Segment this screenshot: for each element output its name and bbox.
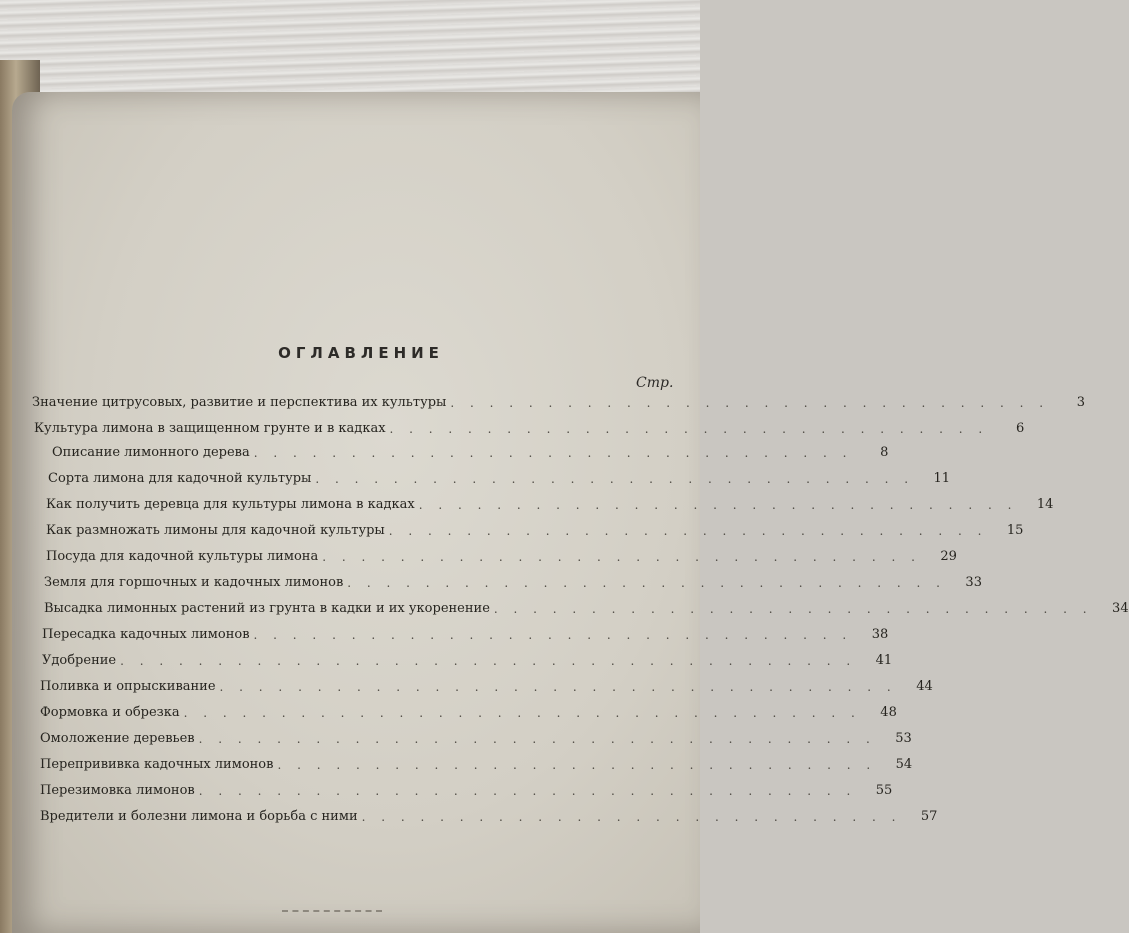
toc-entry-page: 3 xyxy=(1076,395,1086,410)
toc-entry xyxy=(40,806,938,828)
wooden-surface xyxy=(0,0,700,100)
toc-entry-label: Земля для горшочных и кадочных лимонов xyxy=(44,575,344,590)
leader-dots: . . . . . . . . . . . . . . . . . . . . . . . . . . . . . . . xyxy=(253,628,853,642)
toc-entry-page: 38 xyxy=(871,627,889,642)
toc-entry-label: Значение цитрусовых, развитие и перспектива их культуры xyxy=(32,395,447,410)
leader-dots: . . . . . . . . . . . . . . . . . . . . . . . . . . . . . . . . . . . . . . xyxy=(120,654,857,668)
page-title: ОГЛАВЛЕНИЕ xyxy=(278,344,444,362)
toc-entry-label: Перезимовка лимонов xyxy=(40,783,195,798)
table-of-contents xyxy=(12,92,1129,933)
leader-dots: . . . . . . . . . . . . . . . . . . . . . . . . . . . . . . . xyxy=(253,446,853,460)
leader-dots: . . . . . . . . . . . . . . . . . . . . . . . . . . . . . . . . . . xyxy=(198,784,857,798)
leader-dots: . . . . . . . . . . . . . . . . . . . . . . . . . . . . . . . xyxy=(277,758,877,772)
toc-entry-page: 11 xyxy=(933,471,951,486)
leader-dots: . . . . . . . . . . . . . . . . . . . . . . . . . . . . xyxy=(361,810,902,824)
toc-entry-label: Омоложение деревьев xyxy=(40,731,195,746)
toc-entry-label: Пересадка кадочных лимонов xyxy=(42,627,250,642)
leader-dots: . . . . . . . . . . . . . . . . . . . . . . . . . . . . . . . xyxy=(347,576,946,590)
toc-entry-page: 55 xyxy=(875,783,893,798)
toc-entry-page: 41 xyxy=(875,653,893,668)
leader-dots: . . . . . . . . . . . . . . . . . . . . . . . . . . . . . . . . . . . xyxy=(183,706,861,720)
toc-entry-label: Вредители и болезни лимона и борьба с ними xyxy=(40,809,358,824)
toc-entry-label: Удобрение xyxy=(42,653,117,668)
toc-entry xyxy=(46,494,1054,516)
toc-entry xyxy=(44,572,982,594)
toc-entry xyxy=(46,546,957,568)
toc-entry xyxy=(40,702,897,724)
toc-entry-label: Посуда для кадочной культуры лимона xyxy=(46,549,319,564)
leader-dots: . . . . . . . . . . . . . . . . . . . . . . . . . . . . . . . xyxy=(389,422,989,436)
toc-entry-label: Поливка и опрыскивание xyxy=(40,679,216,694)
toc-entry-page: 29 xyxy=(940,549,957,564)
book-page xyxy=(12,92,1129,933)
toc-entry xyxy=(40,780,893,802)
toc-entry-page: 14 xyxy=(1036,497,1054,512)
toc-entry-page: 53 xyxy=(895,731,912,746)
leader-dots: . . . . . . . . . . . . . . . . . . . . . . . . . . . . . . . xyxy=(322,550,921,564)
leader-dots: . . . . . . . . . . . . . . . . . . . . . . . . . . . . . . . xyxy=(315,472,915,486)
page-column-header: Стр. xyxy=(636,375,674,391)
leader-dots: . . . . . . . . . . . . . . . . . . . . . . . . . . . . . . . xyxy=(418,498,1018,512)
toc-entry-page: 54 xyxy=(895,757,913,772)
toc-entry xyxy=(48,468,951,490)
toc-entry-page: 57 xyxy=(920,809,938,824)
toc-entry-label: Культура лимона в защищенном грунте и в кадках xyxy=(34,421,386,436)
toc-entry-page: 8 xyxy=(880,445,889,460)
toc-entry-label: Высадка лимонных растений из грунта в кадки и их укоренение xyxy=(44,601,490,616)
leader-dots: . . . . . . . . . . . . . . . . . . . . . . . . . . . . . . . xyxy=(493,602,1093,616)
toc-entry-page: 44 xyxy=(916,679,933,694)
leader-dots: . . . . . . . . . . . . . . . . . . . . . . . . . . . . . . . . . . . xyxy=(219,680,897,694)
toc-entry xyxy=(40,728,912,750)
toc-entry-label: Перепрививка кадочных лимонов xyxy=(40,757,274,772)
leader-dots: . . . . . . . . . . . . . . . . . . . . . . . . . . . . . . . . . . . xyxy=(198,732,876,746)
toc-entry xyxy=(40,754,913,776)
toc-entry-page: 15 xyxy=(1006,523,1024,538)
toc-entry xyxy=(40,676,933,698)
toc-entry xyxy=(42,624,889,646)
toc-entry-page: 6 xyxy=(1015,421,1025,436)
toc-entry-label: Как получить деревца для культуры лимона в кадках xyxy=(46,497,415,512)
toc-entry xyxy=(42,650,893,672)
toc-entry xyxy=(34,418,1025,440)
toc-entry-label: Как размножать лимоны для кадочной культуры xyxy=(46,523,385,538)
toc-entry-page: 48 xyxy=(880,705,897,720)
toc-entry xyxy=(32,392,1086,414)
toc-entry xyxy=(44,598,1129,620)
toc-entry xyxy=(46,520,1024,542)
toc-entry-label: Описание лимонного дерева xyxy=(52,445,250,460)
leader-dots: . . . . . . . . . . . . . . . . . . . . . . . . . . . . . . . xyxy=(450,396,1050,410)
toc-entry-page: 34 xyxy=(1112,601,1129,616)
leader-dots: . . . . . . . . . . . . . . . . . . . . . . . . . . . . . . . xyxy=(388,524,988,538)
toc-entry-page: 33 xyxy=(965,575,982,590)
toc-entry xyxy=(52,442,889,464)
toc-entry-label: Формовка и обрезка xyxy=(40,705,180,720)
toc-entry-label: Сорта лимона для кадочной культуры xyxy=(48,471,312,486)
page-crease xyxy=(282,910,382,914)
